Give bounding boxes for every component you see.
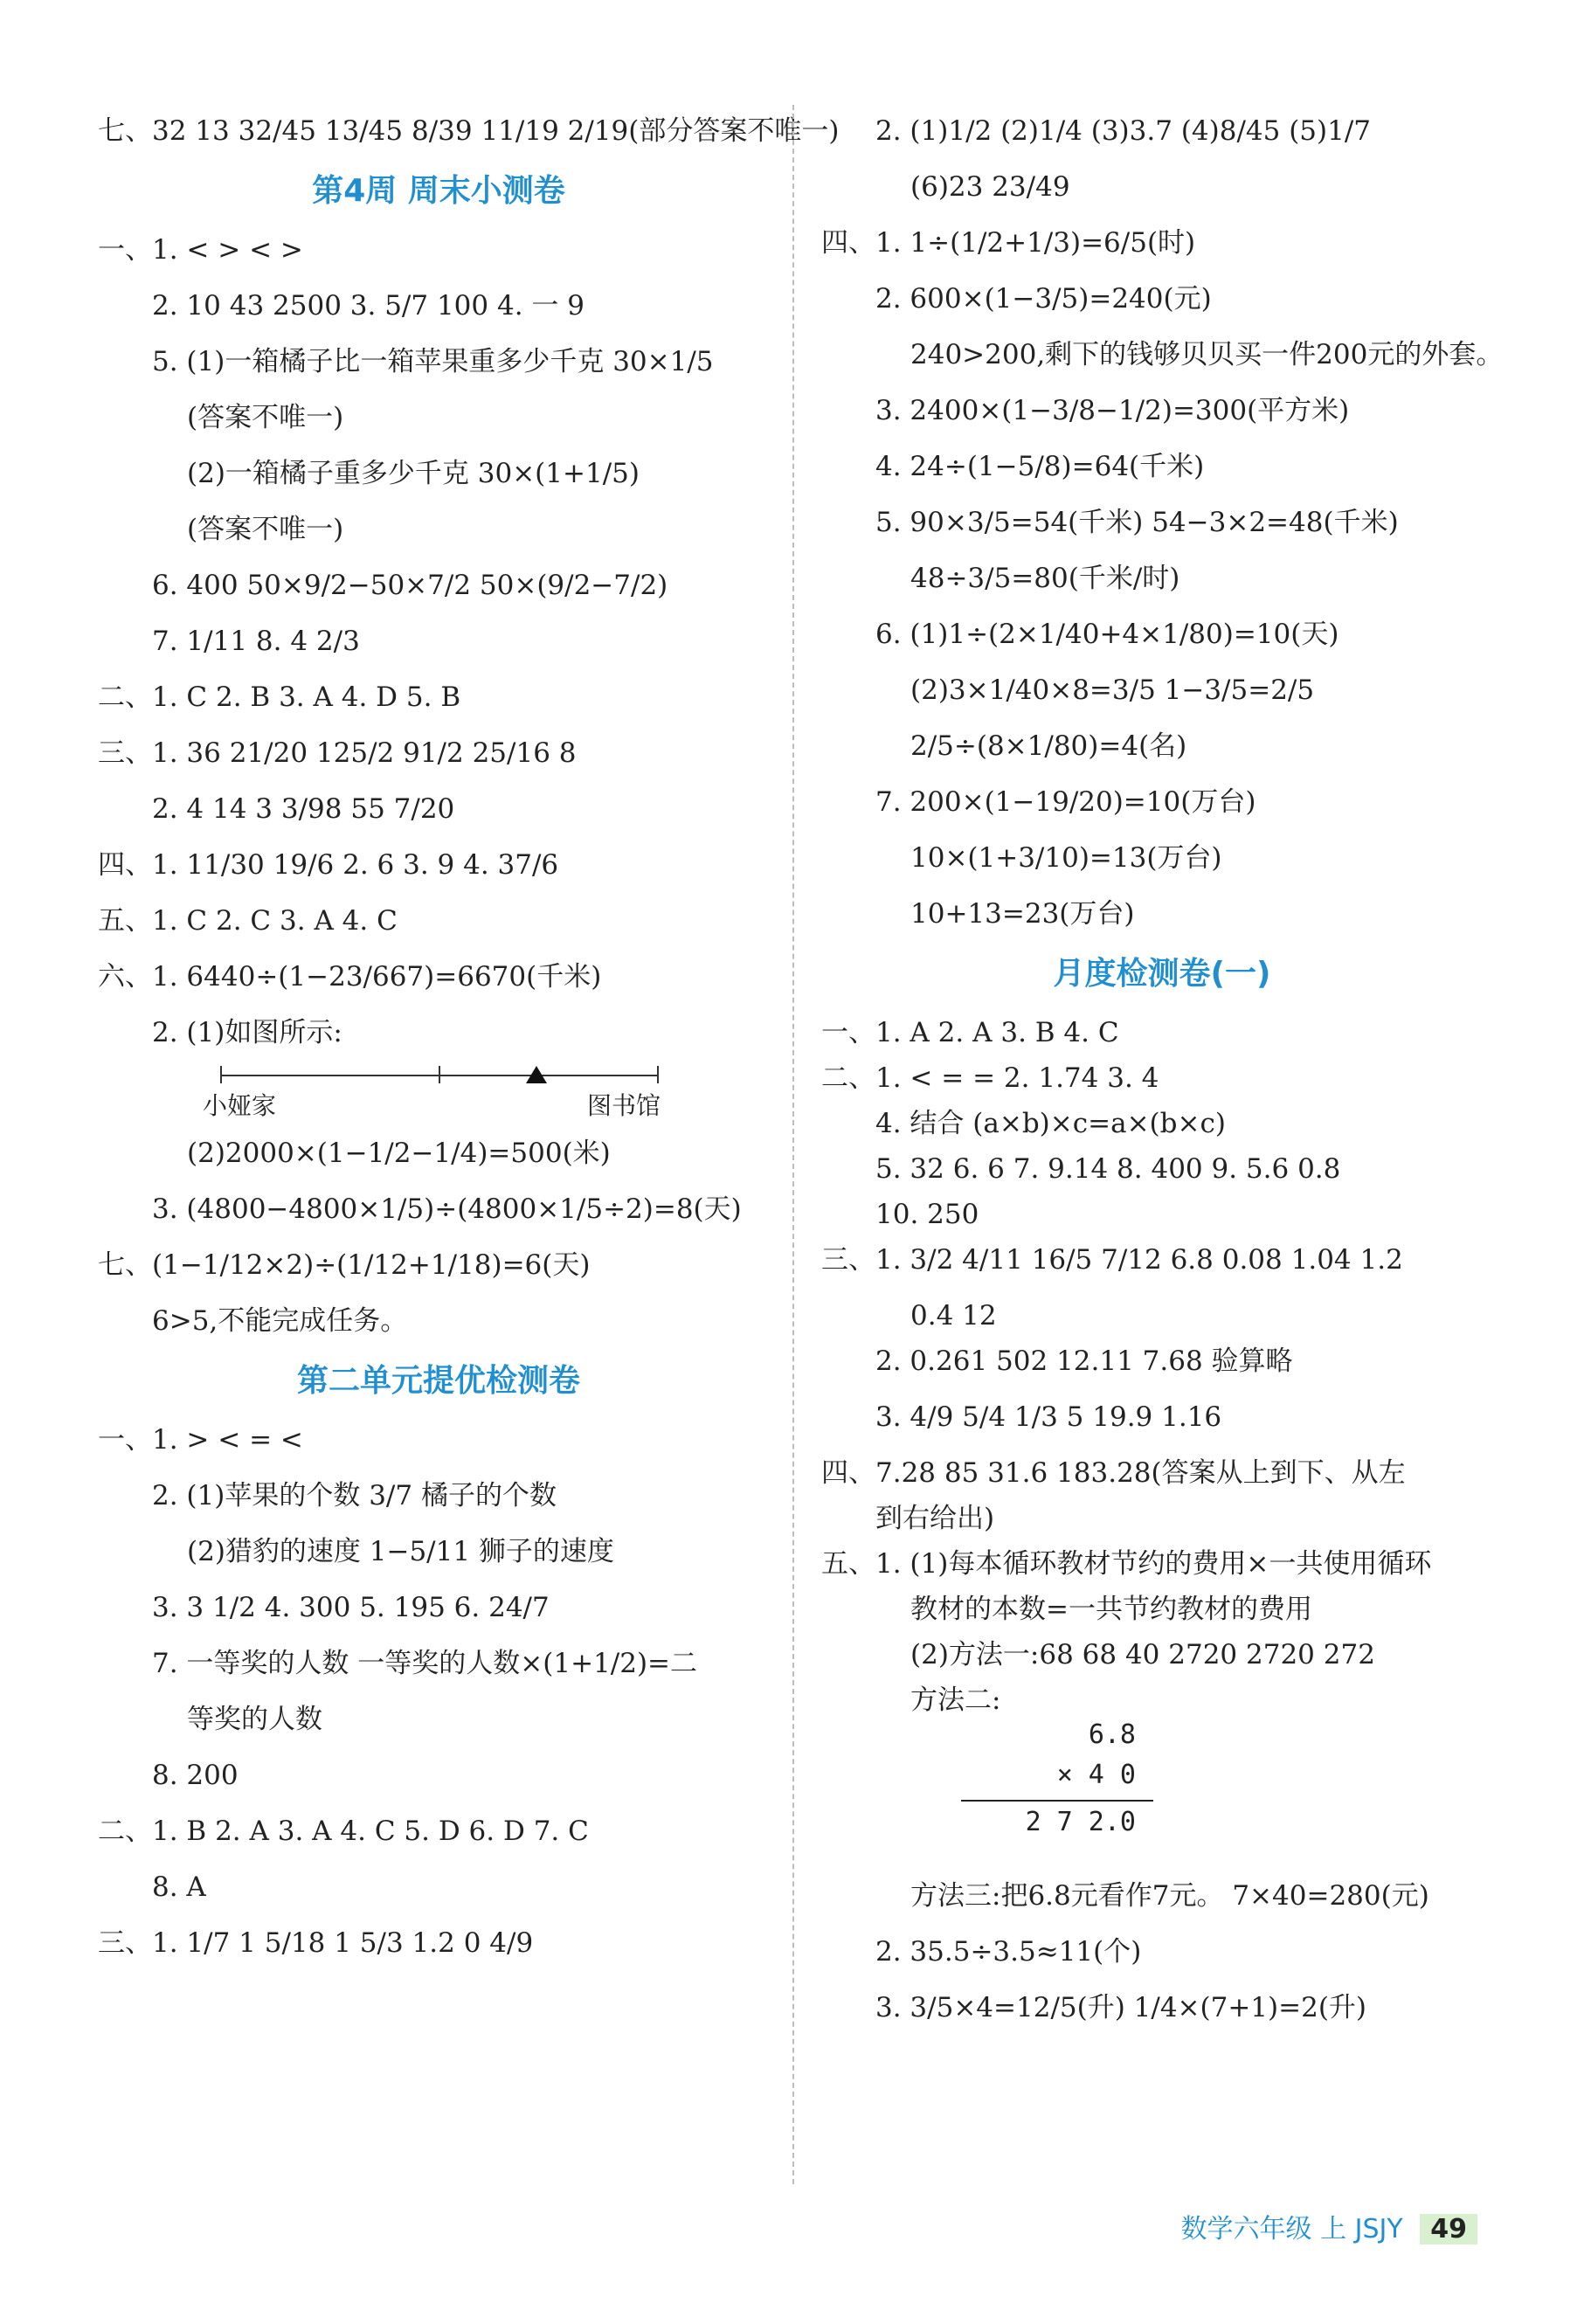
answer-line: 48÷3/5=80(千米/时) (910, 563, 1180, 594)
answer-line: (6)23 23/49 (910, 171, 1070, 203)
answer-line: (2)一箱橘子重多少千克 30×(1+1/5) (187, 458, 640, 489)
route-tick (657, 1066, 659, 1083)
vert-rule (961, 1800, 1153, 1802)
answer-line: 三、1. 3/2 4/11 16/5 7/12 6.8 0.08 1.04 1.2 (821, 1244, 1403, 1276)
answer-line: 8. 200 (152, 1760, 239, 1791)
page-number: 49 (1420, 2214, 1477, 2244)
route-tick (439, 1066, 440, 1083)
answer-line: 到右给出) (875, 1503, 995, 1534)
answer-line: (2)猎豹的速度 1−5/11 狮子的速度 (187, 1536, 614, 1567)
answer-line: 教材的本数=一共节约教材的费用 (910, 1594, 1312, 1625)
answer-line: 3. 4/9 5/4 1/3 5 19.9 1.16 (875, 1401, 1222, 1433)
section-title: 月度检测卷(一) (1053, 956, 1271, 992)
answer-line: 2. (1)苹果的个数 3/7 橘子的个数 (152, 1480, 557, 1511)
answer-line: 2. 10 43 2500 3. 5/7 100 4. 一 9 (152, 290, 585, 322)
answer-line: 五、1. C 2. C 3. A 4. C (98, 905, 398, 937)
route-tick (220, 1066, 222, 1083)
answer-line: 6>5,不能完成任务。 (152, 1305, 408, 1337)
right-column (821, 112, 1503, 2044)
answer-line: 0.4 12 (910, 1300, 997, 1331)
footer-text: 数学六年级 上 JSJY (1180, 2214, 1403, 2244)
answer-line: 方法二: (910, 1684, 1001, 1716)
left-column (98, 112, 840, 1980)
answer-line: 10+13=23(万台) (910, 898, 1135, 930)
answer-line: 5. 90×3/5=54(千米) 54−3×2=48(千米) (875, 507, 1399, 538)
answer-line: 5. 32 6. 6 7. 9.14 8. 400 9. 5.6 0.8 (875, 1153, 1341, 1185)
answer-line: (2)方法一:68 68 40 2720 2720 272 (910, 1639, 1375, 1670)
answer-line: 2. 4 14 3 3/98 55 7/20 (152, 793, 455, 825)
answer-line: 2. (1)1/2 (2)1/4 (3)3.7 (4)8/45 (5)1/7 (875, 115, 1371, 147)
answer-line: 四、1. 11/30 19/6 2. 6 3. 9 4. 37/6 (98, 849, 559, 881)
answer-line: 六、1. 6440÷(1−23/667)=6670(千米) (98, 961, 602, 993)
answer-line: 5. (1)一箱橘子比一箱苹果重多少千克 30×1/5 (152, 346, 714, 377)
answer-line: 8. A (152, 1871, 206, 1903)
route-diagram (203, 1062, 692, 1124)
answer-line: 三、1. 1/7 1 5/18 1 5/3 1.2 0 4/9 (98, 1927, 534, 1959)
answer-line: 等奖的人数 (187, 1704, 322, 1735)
answer-line: (答案不唯一) (187, 402, 344, 433)
answer-line: 七、32 13 32/45 13/45 8/39 11/19 2/19(部分答案不唯一) (98, 115, 840, 147)
answer-line: 一、1. < > < > (98, 234, 303, 266)
answer-line: 3. (4800−4800×1/5)÷(4800×1/5÷2)=8(天) (152, 1193, 742, 1225)
answer-line: 2. 0.261 502 12.11 7.68 验算略 (875, 1345, 1293, 1377)
answer-line: (答案不唯一) (187, 514, 344, 545)
column-divider (792, 105, 794, 2184)
answer-line: 10×(1+3/10)=13(万台) (910, 842, 1222, 874)
answer-line: 四、1. 1÷(1/2+1/3)=6/5(时) (821, 227, 1196, 259)
answer-line: 2/5÷(8×1/80)=4(名) (910, 730, 1187, 762)
vert-row: 2 7 2.0 (1025, 1807, 1136, 1837)
answer-line: 七、(1−1/12×2)÷(1/12+1/18)=6(天) (98, 1249, 591, 1281)
vertical-multiplication (944, 1719, 1206, 1868)
vert-row: × 4 0 (1056, 1760, 1136, 1790)
position-marker-icon (526, 1066, 547, 1083)
answer-line: 五、1. (1)每本循环教材节约的费用×一共使用循环 (821, 1548, 1432, 1580)
answer-line: (2)3×1/40×8=3/5 1−3/5=2/5 (910, 674, 1315, 706)
answer-line: 3. 2400×(1−3/8−1/2)=300(平方米) (875, 395, 1350, 426)
answer-line: 7. 一等奖的人数 一等奖的人数×(1+1/2)=二 (152, 1648, 698, 1679)
answer-line: (2)2000×(1−1/2−1/4)=500(米) (187, 1138, 611, 1169)
section-title: 第二单元提优检测卷 (296, 1363, 580, 1399)
answer-line: 2. (1)如图所示: (152, 1017, 342, 1048)
answer-line: 一、1. A 2. A 3. B 4. C (821, 1017, 1119, 1048)
section-title: 第4周 周末小测卷 (312, 173, 565, 209)
answer-line: 方法三:把6.8元看作7元。 7×40=280(元) (910, 1880, 1429, 1912)
answer-line: 2. 600×(1−3/5)=240(元) (875, 283, 1212, 315)
answer-line: 7. 1/11 8. 4 2/3 (152, 626, 360, 657)
answer-line: 4. 24÷(1−5/8)=64(千米) (875, 451, 1205, 482)
route-end-label: 图书馆 (587, 1091, 661, 1120)
answer-line: 7. 200×(1−19/20)=10(万台) (875, 786, 1256, 818)
answer-line: 三、1. 36 21/20 125/2 91/2 25/16 8 (98, 737, 577, 769)
answer-line: 3. 3 1/2 4. 300 5. 195 6. 24/7 (152, 1592, 550, 1623)
answer-line: 10. 250 (875, 1199, 979, 1230)
route-start-label: 小娅家 (203, 1091, 277, 1120)
answer-line: 一、1. > < = < (98, 1424, 303, 1456)
page-footer (1181, 2207, 1477, 2245)
answer-line: 240>200,剩下的钱够贝贝买一件200元的外套。 (910, 339, 1504, 370)
answer-line: 四、7.28 85 31.6 183.28(答案从上到下、从左 (821, 1457, 1406, 1489)
answer-line: 3. 3/5×4=12/5(升) 1/4×(7+1)=2(升) (875, 1992, 1367, 2023)
answer-line: 4. 结合 (a×b)×c=a×(b×c) (875, 1108, 1226, 1139)
answer-line: 2. 35.5÷3.5≈11(个) (875, 1936, 1142, 1968)
answer-line: 二、1. C 2. B 3. A 4. D 5. B (98, 681, 461, 713)
answer-line: 6. 400 50×9/2−50×7/2 50×(9/2−7/2) (152, 570, 668, 601)
vert-row: 6.8 (1088, 1719, 1136, 1750)
answer-line: 二、1. B 2. A 3. A 4. C 5. D 6. D 7. C (98, 1816, 589, 1847)
answer-line: 二、1. < = = 2. 1.74 3. 4 (821, 1062, 1159, 1094)
answer-line: 6. (1)1÷(2×1/40+4×1/80)=10(天) (875, 619, 1339, 650)
